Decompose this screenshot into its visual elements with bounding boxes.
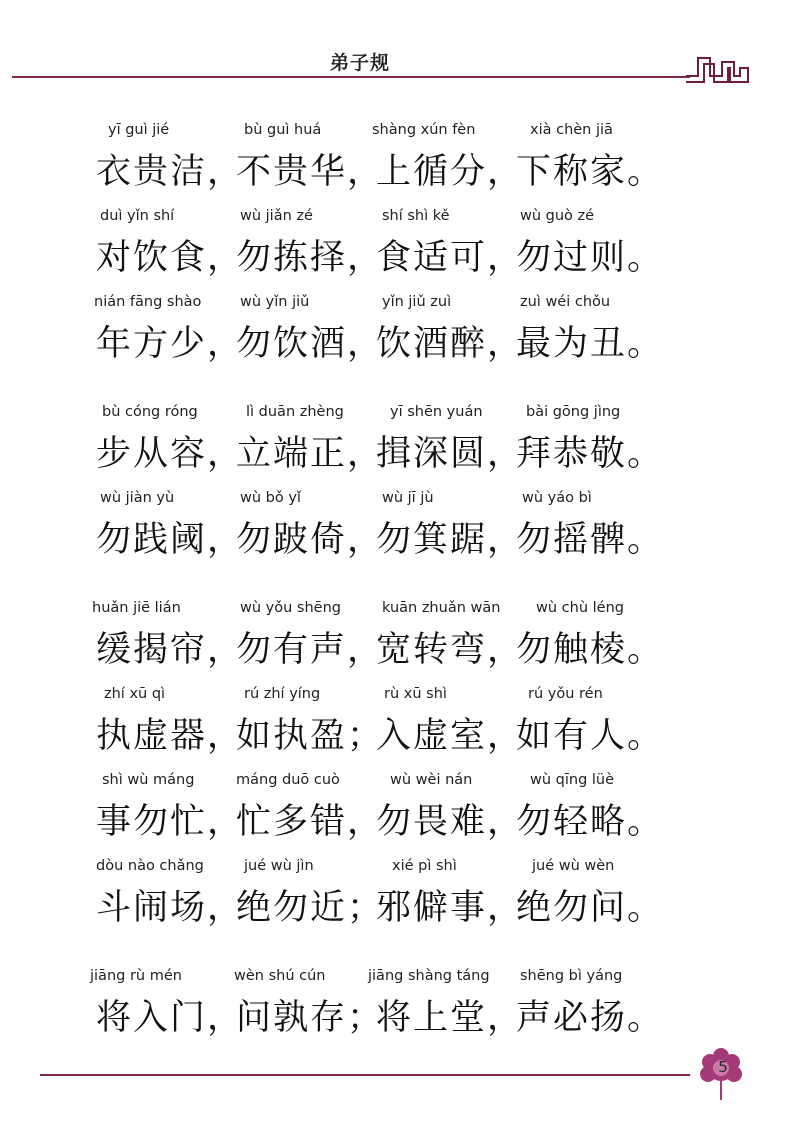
- hanzi-text: 上循分，: [376, 152, 525, 192]
- hanzi-text: 将上堂，: [376, 998, 525, 1038]
- pinyin-text: lì duān zhèng: [246, 404, 344, 420]
- hanzi-text: 邪僻事，: [376, 888, 525, 928]
- hanzi-text: 下称家。: [516, 152, 665, 192]
- hanzi-text: 拜恭敬。: [516, 434, 665, 474]
- hanzi-text: 勿跛倚，: [236, 520, 385, 560]
- pinyin-text: wù jiǎn zé: [240, 208, 313, 224]
- hanzi-text: 勿摇髀。: [516, 520, 665, 560]
- hanzi-text: 宽转弯，: [376, 630, 525, 670]
- pinyin-text: bù guì huá: [244, 122, 322, 138]
- pinyin-text: yī guì jié: [108, 122, 170, 138]
- pinyin-text: wù qīng lüè: [530, 772, 615, 788]
- hanzi-text: 衣贵洁，: [96, 152, 245, 192]
- pinyin-text: rú yǒu rén: [528, 686, 603, 702]
- pinyin-text: xié pì shì: [392, 858, 457, 874]
- pinyin-text: duì yǐn shí: [100, 208, 175, 224]
- hanzi-text: 如有人。: [516, 716, 665, 756]
- hanzi-text: 揖深圆，: [376, 434, 525, 474]
- hanzi-text: 勿触棱。: [516, 630, 665, 670]
- hanzi-text: 对饮食，: [96, 238, 245, 278]
- hanzi-text: 问孰存；: [236, 998, 385, 1038]
- hanzi-text: 饮酒醉，: [376, 324, 525, 364]
- hanzi-text: 勿拣择，: [236, 238, 385, 278]
- pinyin-text: zhí xū qì: [104, 686, 166, 702]
- hanzi-text: 步从容，: [96, 434, 245, 474]
- pinyin-text: wù chù léng: [536, 600, 624, 616]
- pinyin-text: nián fāng shào: [94, 294, 202, 310]
- pinyin-text: máng duō cuò: [236, 772, 340, 788]
- pinyin-text: jiāng shàng táng: [368, 968, 490, 984]
- pinyin-text: yǐn jiǔ zuì: [382, 294, 452, 310]
- hanzi-text: 如执盈；: [236, 716, 385, 756]
- pinyin-text: wù yáo bì: [522, 490, 592, 506]
- hanzi-text: 斗闹场，: [96, 888, 245, 928]
- hanzi-text: 忙多错，: [236, 802, 385, 842]
- header-ornament-icon: [684, 52, 754, 88]
- page-number: 5: [718, 1058, 728, 1076]
- hanzi-text: 勿轻略。: [516, 802, 665, 842]
- pinyin-text: wù wèi nán: [390, 772, 473, 788]
- pinyin-text: jué wù wèn: [532, 858, 615, 874]
- hanzi-text: 食适可，: [376, 238, 525, 278]
- hanzi-text: 不贵华，: [236, 152, 385, 192]
- hanzi-text: 勿有声，: [236, 630, 385, 670]
- hanzi-text: 最为丑。: [516, 324, 665, 364]
- pinyin-text: xià chèn jiā: [530, 122, 613, 138]
- pinyin-text: wù guò zé: [520, 208, 595, 224]
- hanzi-text: 勿箕踞，: [376, 520, 525, 560]
- pinyin-text: wèn shú cún: [234, 968, 326, 984]
- hanzi-text: 勿畏难，: [376, 802, 525, 842]
- pinyin-text: jiāng rù mén: [90, 968, 182, 984]
- pinyin-text: shàng xún fèn: [372, 122, 476, 138]
- footer-rule: [40, 1074, 690, 1076]
- pinyin-text: kuān zhuǎn wān: [382, 600, 501, 616]
- pinyin-text: huǎn jiē lián: [92, 600, 181, 616]
- pinyin-text: wù bǒ yǐ: [240, 490, 301, 506]
- pinyin-text: yī shēn yuán: [390, 404, 483, 420]
- pinyin-text: rù xū shì: [384, 686, 447, 702]
- pinyin-text: zuì wéi chǒu: [520, 294, 611, 310]
- hanzi-text: 勿饮酒，: [236, 324, 385, 364]
- pinyin-text: bài gōng jìng: [526, 404, 621, 420]
- hanzi-text: 勿过则。: [516, 238, 665, 278]
- pinyin-text: rú zhí yíng: [244, 686, 321, 702]
- hanzi-text: 绝勿近；: [236, 888, 385, 928]
- pinyin-text: wù yǒu shēng: [240, 600, 341, 616]
- hanzi-text: 立端正，: [236, 434, 385, 474]
- pinyin-text: shēng bì yáng: [520, 968, 623, 984]
- pinyin-text: shì wù máng: [102, 772, 195, 788]
- pinyin-text: wù jiàn yù: [100, 490, 175, 506]
- hanzi-text: 年方少，: [96, 324, 245, 364]
- pinyin-text: shí shì kě: [382, 208, 450, 224]
- hanzi-text: 将入门，: [96, 998, 245, 1038]
- hanzi-text: 缓揭帘，: [96, 630, 245, 670]
- pinyin-text: wù jī jù: [382, 490, 434, 506]
- book-title: 弟子规: [330, 52, 391, 74]
- pinyin-text: jué wù jìn: [244, 858, 314, 874]
- hanzi-text: 声必扬。: [516, 998, 665, 1038]
- hanzi-text: 入虚室，: [376, 716, 525, 756]
- pinyin-text: dòu nào chǎng: [96, 858, 204, 874]
- hanzi-text: 事勿忙，: [96, 802, 245, 842]
- pinyin-text: wù yǐn jiǔ: [240, 294, 310, 310]
- hanzi-text: 绝勿问。: [516, 888, 665, 928]
- header-rule: [12, 76, 690, 78]
- pinyin-text: bù cóng róng: [102, 404, 198, 420]
- hanzi-text: 执虚器，: [96, 716, 245, 756]
- hanzi-text: 勿践阈，: [96, 520, 245, 560]
